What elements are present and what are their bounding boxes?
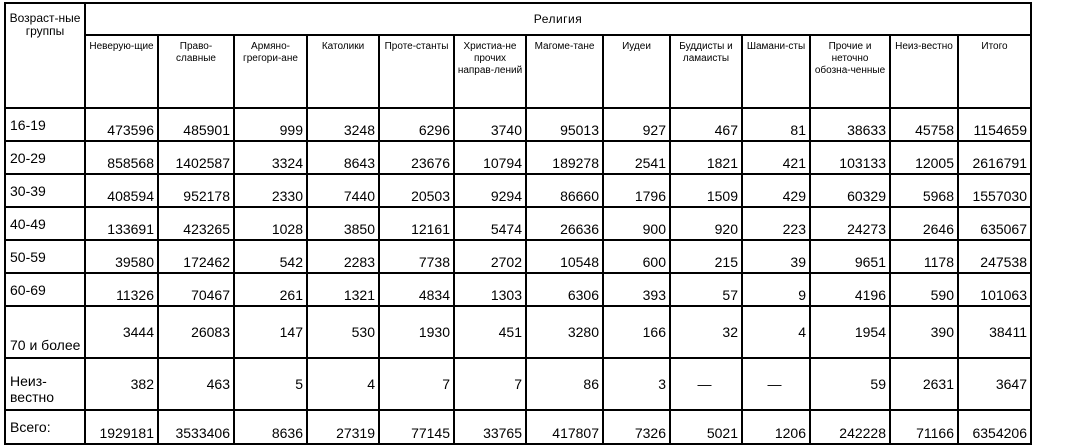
table-cell: 2283 — [307, 240, 379, 273]
table-cell: 81 — [742, 108, 810, 141]
table-cell: 172462 — [158, 240, 234, 273]
table-cell: 1178 — [890, 240, 958, 273]
table-cell: 10794 — [454, 141, 526, 174]
table-cell: 7738 — [379, 240, 454, 273]
table-row — [5, 410, 1031, 444]
column-header: Шамани-сты — [742, 35, 810, 108]
table-cell: 70467 — [158, 273, 234, 306]
age-group-header: Возраст-ные группы — [5, 3, 85, 108]
table-cell: 261 — [234, 273, 307, 306]
table-cell: 2631 — [890, 358, 958, 410]
table-cell: 408594 — [85, 174, 158, 207]
table-cell: 4 — [742, 306, 810, 358]
table-cell: 1930 — [379, 306, 454, 358]
table-cell: 26083 — [158, 306, 234, 358]
table-cell: 3850 — [307, 207, 379, 240]
table-cell: 95013 — [526, 108, 603, 141]
table-row — [5, 108, 1031, 141]
table-cell: 451 — [454, 306, 526, 358]
table-cell: 390 — [890, 306, 958, 358]
table-cell: 189278 — [526, 141, 603, 174]
age-group-label: 40-49 — [5, 207, 85, 240]
table-cell: 7440 — [307, 174, 379, 207]
table-cell: 6354206 — [958, 410, 1031, 444]
table-cell: 5 — [234, 358, 307, 410]
table-body — [5, 108, 1031, 444]
table-cell: 6306 — [526, 273, 603, 306]
table-row — [5, 141, 1031, 174]
table-cell: 77145 — [379, 410, 454, 444]
table-cell: 12005 — [890, 141, 958, 174]
table-cell: 635067 — [958, 207, 1031, 240]
table-cell: 900 — [603, 207, 670, 240]
table-cell: 542 — [234, 240, 307, 273]
table-row — [5, 174, 1031, 207]
religion-age-table-container — [4, 2, 1032, 445]
table-cell: 9651 — [810, 240, 890, 273]
table-cell: 8636 — [234, 410, 307, 444]
table-cell: 382 — [85, 358, 158, 410]
table-cell: 9294 — [454, 174, 526, 207]
column-header: Прочие и неточно обозна-ченные — [810, 35, 890, 108]
table-cell: 57 — [670, 273, 742, 306]
table-row — [5, 240, 1031, 273]
table-cell: 223 — [742, 207, 810, 240]
table-cell: 39 — [742, 240, 810, 273]
table-cell: 2616791 — [958, 141, 1031, 174]
table-cell: 39580 — [85, 240, 158, 273]
religion-header: Религия — [85, 3, 1031, 35]
table-cell: 20503 — [379, 174, 454, 207]
table-cell: 33765 — [454, 410, 526, 444]
table-cell: 999 — [234, 108, 307, 141]
table-cell: 242228 — [810, 410, 890, 444]
table-cell: 1154659 — [958, 108, 1031, 141]
table-cell: 6296 — [379, 108, 454, 141]
column-header: Католики — [307, 35, 379, 108]
age-group-label: 30-39 — [5, 174, 85, 207]
table-cell: 10548 — [526, 240, 603, 273]
table-cell: 5021 — [670, 410, 742, 444]
table-cell: 7326 — [603, 410, 670, 444]
table-cell: 3248 — [307, 108, 379, 141]
table-row — [5, 358, 1031, 410]
table-cell: 86660 — [526, 174, 603, 207]
age-group-label: 16-19 — [5, 108, 85, 141]
table-cell: 59 — [810, 358, 890, 410]
age-group-label: 20-29 — [5, 141, 85, 174]
table-cell: 38411 — [958, 306, 1031, 358]
table-cell: 3647 — [958, 358, 1031, 410]
table-row — [5, 273, 1031, 306]
table-cell: 3280 — [526, 306, 603, 358]
column-headers — [5, 35, 1031, 108]
table-cell: 3740 — [454, 108, 526, 141]
table-cell: 1321 — [307, 273, 379, 306]
table-cell: 600 — [603, 240, 670, 273]
table-cell: 590 — [890, 273, 958, 306]
table-cell: 1929181 — [85, 410, 158, 444]
table-cell: 1796 — [603, 174, 670, 207]
table-cell: 4196 — [810, 273, 890, 306]
religion-age-table — [4, 2, 1032, 445]
table-cell: 393 — [603, 273, 670, 306]
table-cell: 2646 — [890, 207, 958, 240]
table-cell: 3 — [603, 358, 670, 410]
column-header: Неверую-щие — [85, 35, 158, 108]
table-cell: 858568 — [85, 141, 158, 174]
age-group-label: 70 и более — [5, 306, 85, 358]
table-cell: 920 — [670, 207, 742, 240]
table-cell: 1028 — [234, 207, 307, 240]
age-group-label: Всего: — [5, 410, 85, 444]
table-cell: 103133 — [810, 141, 890, 174]
column-header: Проте-станты — [379, 35, 454, 108]
table-cell: 38633 — [810, 108, 890, 141]
column-header: Итого — [958, 35, 1031, 108]
table-row — [5, 306, 1031, 358]
table-cell: 7 — [379, 358, 454, 410]
table-cell: 166 — [603, 306, 670, 358]
table-cell: 32 — [670, 306, 742, 358]
column-header: Армяно-грегори-ане — [234, 35, 307, 108]
table-cell: 417807 — [526, 410, 603, 444]
table-cell: 4834 — [379, 273, 454, 306]
table-cell: 8643 — [307, 141, 379, 174]
table-cell: 1509 — [670, 174, 742, 207]
table-cell: 86 — [526, 358, 603, 410]
table-cell: 421 — [742, 141, 810, 174]
table-cell: 60329 — [810, 174, 890, 207]
table-cell: 5474 — [454, 207, 526, 240]
table-cell: 4 — [307, 358, 379, 410]
table-cell: 101063 — [958, 273, 1031, 306]
table-cell: 467 — [670, 108, 742, 141]
table-cell: 1557030 — [958, 174, 1031, 207]
age-group-label: 60-69 — [5, 273, 85, 306]
table-cell: 27319 — [307, 410, 379, 444]
column-header: Буддисты и ламаисты — [670, 35, 742, 108]
table-cell: 215 — [670, 240, 742, 273]
table-cell: 3533406 — [158, 410, 234, 444]
table-cell: 3444 — [85, 306, 158, 358]
table-cell: 1206 — [742, 410, 810, 444]
table-cell: 71166 — [890, 410, 958, 444]
table-row — [5, 207, 1031, 240]
table-cell: 429 — [742, 174, 810, 207]
table-cell: 9 — [742, 273, 810, 306]
table-cell: 45758 — [890, 108, 958, 141]
table-cell: 2541 — [603, 141, 670, 174]
table-cell: 247538 — [958, 240, 1031, 273]
table-cell: — — [742, 358, 810, 410]
column-header: Иудеи — [603, 35, 670, 108]
column-header: Магоме-тане — [526, 35, 603, 108]
table-cell: 423265 — [158, 207, 234, 240]
age-group-label: Неиз-вестно — [5, 358, 85, 410]
table-cell: 133691 — [85, 207, 158, 240]
table-cell: 23676 — [379, 141, 454, 174]
table-cell: 1821 — [670, 141, 742, 174]
table-cell: 485901 — [158, 108, 234, 141]
table-cell: 952178 — [158, 174, 234, 207]
table-cell: 530 — [307, 306, 379, 358]
table-cell: — — [670, 358, 742, 410]
table-cell: 1954 — [810, 306, 890, 358]
table-cell: 2702 — [454, 240, 526, 273]
column-header: Христиа-не прочих направ-лений — [454, 35, 526, 108]
table-cell: 1303 — [454, 273, 526, 306]
table-cell: 24273 — [810, 207, 890, 240]
column-header: Право-славные — [158, 35, 234, 108]
table-cell: 473596 — [85, 108, 158, 141]
table-cell: 5968 — [890, 174, 958, 207]
column-header: Неиз-вестно — [890, 35, 958, 108]
table-cell: 11326 — [85, 273, 158, 306]
table-cell: 7 — [454, 358, 526, 410]
table-cell: 147 — [234, 306, 307, 358]
age-group-label: 50-59 — [5, 240, 85, 273]
table-cell: 1402587 — [158, 141, 234, 174]
table-cell: 2330 — [234, 174, 307, 207]
table-cell: 463 — [158, 358, 234, 410]
table-cell: 927 — [603, 108, 670, 141]
table-cell: 26636 — [526, 207, 603, 240]
table-cell: 12161 — [379, 207, 454, 240]
table-cell: 3324 — [234, 141, 307, 174]
